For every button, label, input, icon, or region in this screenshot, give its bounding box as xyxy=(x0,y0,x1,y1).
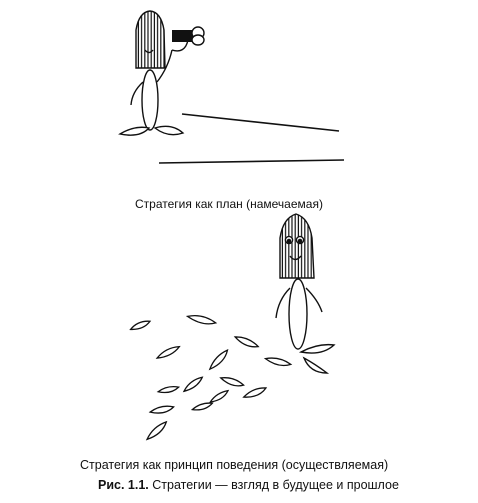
pattern-caption: Стратегия как принцип поведения (осуществляемая) xyxy=(80,458,389,472)
character-body xyxy=(289,279,307,349)
footprint-icon xyxy=(265,355,292,368)
character-foot xyxy=(301,345,334,353)
character-foot xyxy=(120,127,149,135)
footprint-icon xyxy=(192,401,214,411)
footprint-icon xyxy=(243,386,268,400)
footprint-icon xyxy=(182,375,204,393)
footprint-icon xyxy=(207,348,230,371)
character-foot xyxy=(304,358,327,373)
figure-caption xyxy=(98,478,399,492)
footprint-icon xyxy=(209,389,230,404)
footprint-icon xyxy=(187,313,217,327)
footprint-icon xyxy=(234,334,259,350)
footprints xyxy=(129,313,291,442)
character-body xyxy=(142,70,158,130)
figure-number: Рис. 1.1. xyxy=(98,478,149,492)
character-head xyxy=(136,11,165,68)
footprint-icon xyxy=(150,405,175,415)
character-head xyxy=(280,214,314,278)
footprint-icon xyxy=(156,345,181,361)
footprint-icon xyxy=(129,319,151,331)
character-foot xyxy=(155,126,183,134)
sight-lines xyxy=(159,114,344,163)
figure-title: Стратегии — взгляд в будущее и прошлое xyxy=(152,478,399,492)
footprint-icon xyxy=(220,375,245,389)
planning-character xyxy=(120,11,188,135)
footprint-icon xyxy=(158,385,180,394)
reflecting-character xyxy=(276,214,334,373)
plan-caption: Стратегия как план (намечаемая) xyxy=(135,197,323,211)
footprint-icon xyxy=(145,420,169,441)
